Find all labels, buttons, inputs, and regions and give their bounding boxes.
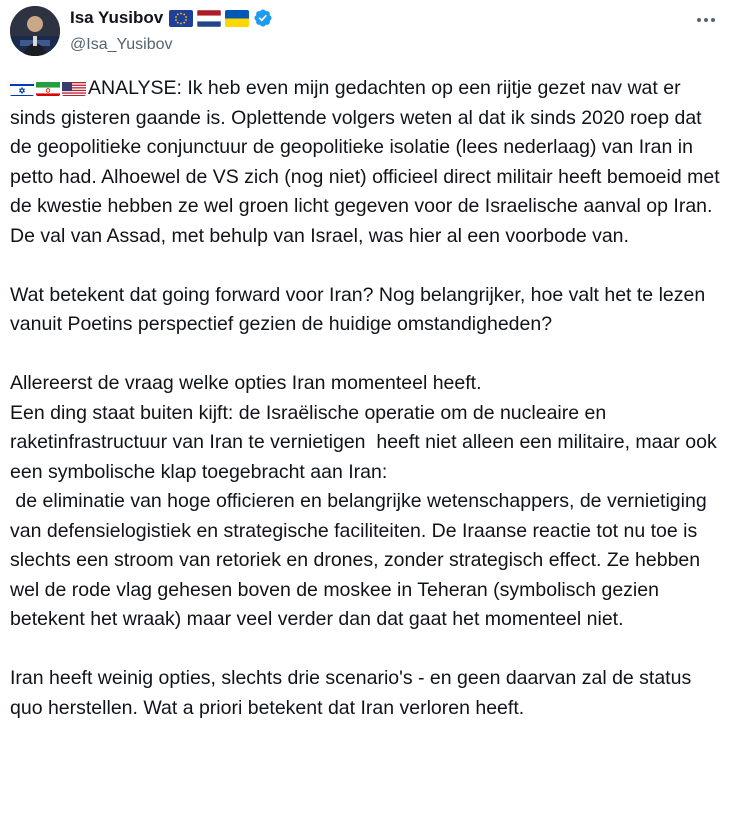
more-dots-icon: [693, 10, 719, 30]
iran-flag-icon: [36, 79, 60, 96]
usa-flag-icon: [62, 79, 86, 96]
eu-flag-icon: [169, 10, 193, 27]
israel-flag-icon: [10, 79, 34, 96]
ukraine-flag-icon: [225, 10, 249, 27]
name-row: [70, 6, 273, 30]
avatar[interactable]: [10, 6, 60, 56]
handle[interactable]: @Isa_Yusibov: [70, 36, 173, 53]
tweet-paragraph-4: Iran heeft weinig opties, slechts drie scenario's - en geen daarvan zal de status quo herstellen. Wat a priori betekent dat Iran verloren heeft.: [10, 667, 697, 719]
tweet-header: [10, 6, 729, 62]
tweet-text: [10, 74, 726, 723]
tweet-paragraph-2: Wat betekent dat going forward voor Iran? Nog belangrijker, hoe valt het te lezen vanuit Poetins perspectief gezien de huidige omstandigheden?: [10, 283, 711, 335]
display-name[interactable]: Isa Yusibov: [70, 8, 164, 27]
tweet-paragraph-1: [10, 74, 726, 251]
more-options-button[interactable]: [693, 10, 719, 30]
verified-badge-icon: [253, 8, 273, 28]
tweet-paragraph-3: Allereerst de vraag welke opties Iran momenteel heeft. Een ding staat buiten kijft: de Israëlische operatie om de nucleaire en raketinfrastructuur van Iran te vernietigen heeft niet alleen een militaire, maar ook een symbolische klap toegebracht aan Iran: de eliminatie van hoge officieren en belangrijke wetenschappers, de vernietiging van defensielogistiek en strategische faciliteiten. De Iraanse reactie tot nu toe is slechts een stroom van retoriek en drones, zonder strategisch effect. Ze hebben wel de rode vlag gehesen boven de moskee in Teheran (symbolisch gezien betekent het wraak) maar veel verder dan dat gaat het momenteel niet.: [10, 372, 717, 630]
tweet-paragraph-1-text: ANALYSE: Ik heb even mijn gedachten op een rijtje gezet nav wat er sinds gisteren gaande is. Oplettende volgers weten al dat ik sinds 2020 roep dat de geopolitieke conjunctuur de geopolitieke isolatie (lees nederlaag) van Iran in petto had. Alhoewel de VS zich (nog niet) officieel direct militair heeft bemoeid met de kwestie hebben ze wel groen licht gegeven voor de Israelische aanval op Iran. De val van Assad, met behulp van Israel, was hier al een voorbode van.: [10, 77, 726, 247]
netherlands-flag-icon: [197, 10, 221, 27]
author-block: [70, 6, 273, 54]
